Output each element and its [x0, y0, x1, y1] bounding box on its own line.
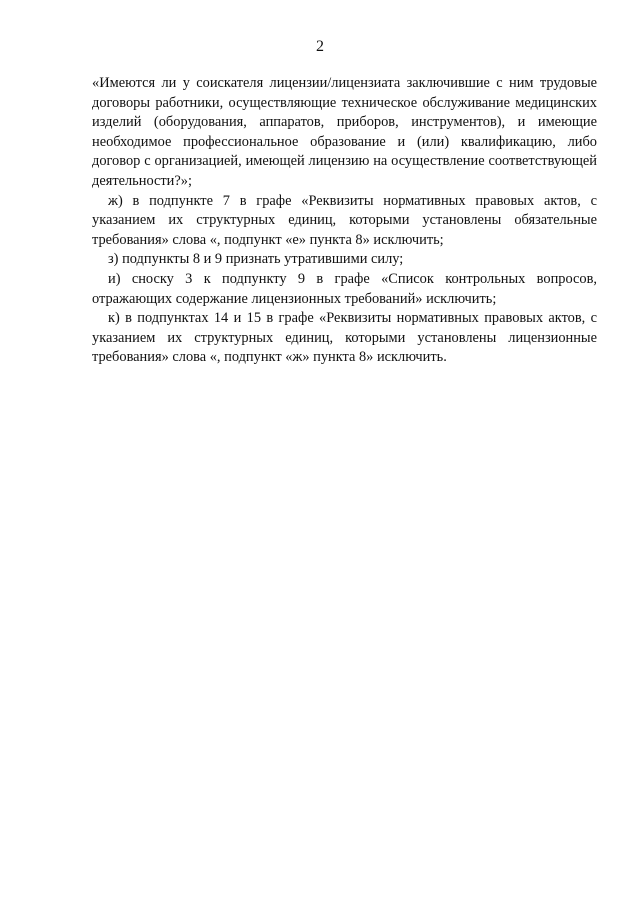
paragraph-quoted-question: «Имеются ли у соискателя лицензии/лицензиата заключившие с ним трудовые договоры работники, осуществляющие техническое обслуживание медицинских изделий (оборудования, аппаратов, приборов, инструментов), и имеющие необходимое профессиональное образование и (или) квалификацию, либо договор с организацией, имеющей лицензию на осуществление соответствующей деятельности?»;	[92, 75, 597, 189]
paragraph-item-k: к) в подпунктах 14 и 15 в графе «Реквизиты нормативных правовых актов, с указанием их структурных единиц, которыми установлены лицензионные требования» слова «, подпункт «ж» пункта 8» исключить.	[92, 310, 597, 366]
paragraph-item-zh: ж) в подпункте 7 в графе «Реквизиты нормативных правовых актов, с указанием их структурных единиц, которыми установлены обязательные требования» слова «, подпункт «е» пункта 8» исключить;	[92, 192, 597, 248]
paragraph-item-i: и) сноску 3 к подпункту 9 в графе «Список контрольных вопросов, отражающих содержание лицензионных требований» исключить;	[92, 270, 597, 307]
paragraph-item-z: з) подпункты 8 и 9 признать утратившими силу;	[108, 251, 404, 268]
document-body	[92, 74, 597, 368]
page-number: 2	[316, 38, 324, 55]
